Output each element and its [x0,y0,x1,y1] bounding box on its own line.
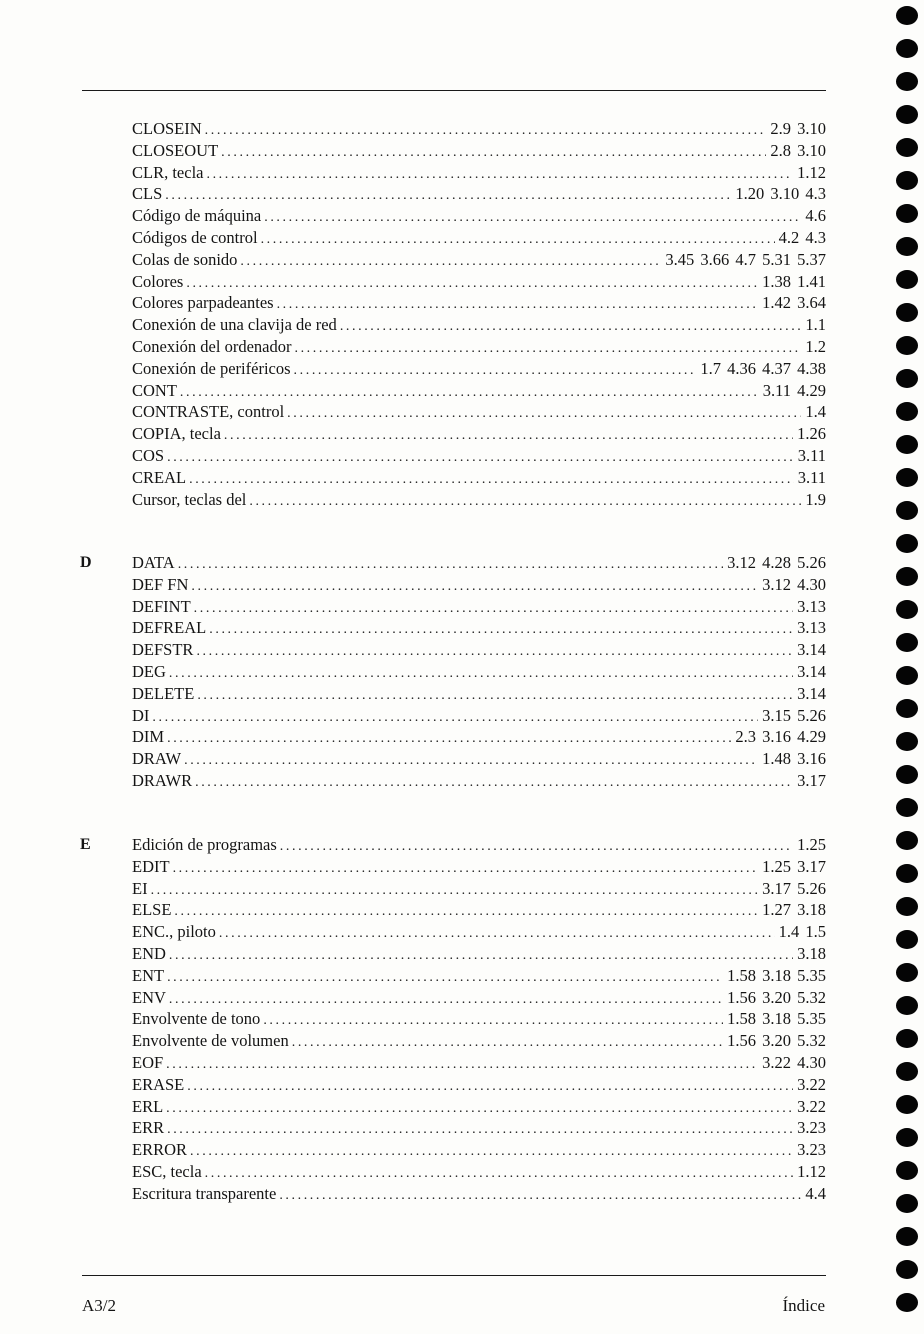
entry-pages: 1.1 [805,315,826,335]
dot-leader [167,728,731,750]
index-entry [132,921,826,943]
entry-term: Escritura transparente [132,1183,277,1203]
dot-leader [187,1076,793,1098]
dot-leader [292,1032,723,1054]
entry-term: EDIT [132,856,170,876]
dot-leader [184,750,758,772]
binder-hole [896,1161,918,1180]
entry-term: ERL [132,1096,164,1116]
binder-hole [896,798,918,817]
entry-term: CONTRASTE, control [132,402,285,422]
index-entry [132,292,826,314]
entry-pages: 3.13 [797,618,826,638]
index-entry [132,1139,826,1161]
dot-leader [169,989,723,1011]
index-entry [132,227,826,249]
entry-term: CLS [132,184,163,204]
binder-hole [896,303,918,322]
entry-pages: 1.25 [797,835,826,854]
entry-term: DEFINT [132,596,191,616]
index-entry [132,401,826,423]
index-entry [132,899,826,921]
index-entry [132,856,826,878]
binder-hole [896,864,918,883]
dot-leader [191,576,758,598]
binder-hole [896,6,918,25]
section-letter: E [80,836,91,853]
index-entry [132,639,826,661]
index-entry [132,1030,826,1052]
dot-leader [186,273,758,295]
dot-leader [206,164,793,186]
binder-hole [896,1260,918,1279]
binder-hole [896,204,918,223]
entry-term: COPIA, tecla [132,424,221,444]
index-entry [132,552,826,574]
entry-pages: 3.22 [797,1074,826,1094]
entry-term: Cursor, teclas del [132,489,247,509]
entry-term: ENC., piloto [132,922,216,942]
index-entry [132,467,826,489]
entry-pages: 1.12 [797,162,826,182]
index-entry [132,705,826,727]
index-entries [132,118,826,510]
dot-leader [197,685,793,707]
entry-term: Código de máquina [132,206,262,226]
binder-hole [896,765,918,784]
entry-pages: 3.45 3.66 4.7 5.31 5.37 [665,249,826,269]
index-entry [132,380,826,402]
binder-hole [896,270,918,289]
entry-term: ERASE [132,1074,185,1094]
entry-term: COS [132,445,165,465]
binder-hole [896,600,918,619]
dot-leader [166,1054,758,1076]
entry-pages: 1.7 4.36 4.37 4.38 [700,358,826,378]
entry-term: Edición de programas [132,835,277,854]
entry-term: CREAL [132,467,187,487]
entry-term: Códigos de control [132,227,258,247]
binder-hole [896,468,918,487]
dot-leader [167,1119,793,1141]
entry-term: DEFREAL [132,618,207,638]
dot-leader [219,923,775,945]
index-entry [132,596,826,618]
dot-leader [166,1098,793,1120]
dot-leader [190,1141,793,1163]
index-entry [132,445,826,467]
dot-leader [205,120,767,142]
entry-pages: 3.22 4.30 [762,1052,826,1072]
entry-term: CLOSEIN [132,119,202,138]
index-entry [132,683,826,705]
binder-hole [896,534,918,553]
entry-term: ERR [132,1118,165,1138]
index-entry [132,1008,826,1030]
entry-term: DRAWR [132,770,193,790]
binder-hole [896,1095,918,1114]
binder-hole [896,138,918,157]
entry-term: ENT [132,965,165,985]
binder-hole [896,402,918,421]
binder-hole [896,1227,918,1246]
entry-term: DI [132,705,150,725]
binder-hole [896,1293,918,1312]
entry-pages: 1.4 [805,402,826,422]
index-entry [132,118,826,140]
entry-pages: 4.2 4.3 [778,227,826,247]
index-entry [132,314,826,336]
dot-leader [249,491,801,513]
binder-hole [896,963,918,982]
entry-term: DEF FN [132,574,189,594]
entry-term: DATA [132,553,175,572]
entry-pages: 3.23 [797,1118,826,1138]
index-entry [132,1052,826,1074]
binder-hole [896,1062,918,1081]
entry-pages: 4.4 [805,1183,826,1203]
entry-pages: 3.14 [797,640,826,660]
dot-leader [152,707,758,729]
binder-hole [896,699,918,718]
dot-leader [277,294,759,316]
index-entry [132,1183,826,1205]
dot-leader [169,663,793,685]
footer-rule [82,1275,826,1276]
entry-term: END [132,943,166,963]
dot-leader [189,469,794,491]
binder-hole [896,1128,918,1147]
index-entry [132,661,826,683]
binder-hole [896,336,918,355]
dot-leader [279,1185,801,1207]
entry-pages: 1.26 [797,424,826,444]
index-entries [132,834,826,1205]
index-entry [132,1096,826,1118]
dot-leader [194,598,793,620]
binder-hole [896,666,918,685]
entry-pages: 1.25 3.17 [762,856,826,876]
index-entry [132,205,826,227]
entry-pages: 3.11 [797,445,826,465]
dot-leader [264,207,801,229]
index-entry [132,489,826,511]
entry-term: Conexión del ordenador [132,336,292,356]
binder-hole [896,897,918,916]
entry-pages: 1.2 [805,336,826,356]
entry-term: ERROR [132,1140,188,1160]
binder-hole [896,369,918,388]
binder-hole [896,996,918,1015]
entry-pages: 3.12 4.30 [762,574,826,594]
entry-pages: 2.9 3.10 [770,119,826,138]
entry-pages: 1.42 3.64 [762,293,826,313]
dot-leader [167,447,794,469]
index-entry [132,943,826,965]
index-entry [132,726,826,748]
index-entry [132,574,826,596]
index-entry [132,358,826,380]
entry-pages: 3.17 [797,770,826,790]
index-entry [132,1161,826,1183]
entry-pages: 4.6 [805,206,826,226]
entry-term: EOF [132,1052,164,1072]
entry-term: Conexión de una clavija de red [132,315,337,335]
index-entry [132,336,826,358]
binder-hole [896,567,918,586]
entry-pages: 1.27 3.18 [762,900,826,920]
binder-hole [896,1194,918,1213]
entry-term: DRAW [132,749,182,769]
entry-term: Envolvente de volumen [132,1031,289,1051]
dot-leader [205,1163,793,1185]
binder-hole [896,171,918,190]
entry-term: Colas de sonido [132,249,238,269]
entry-term: Colores parpadeantes [132,293,274,313]
entry-term: DELETE [132,683,195,703]
index-entry [132,183,826,205]
index-entry [132,271,826,293]
entry-pages: 3.14 [797,661,826,681]
entry-term: Conexión de periféricos [132,358,291,378]
dot-leader [294,338,801,360]
dot-leader [240,251,661,273]
dot-leader [261,229,775,251]
binder-hole [896,39,918,58]
entry-term: CLR, tecla [132,162,204,182]
entry-term: EI [132,878,148,898]
dot-leader [180,382,759,404]
dot-leader [167,967,723,989]
index-entry [132,1074,826,1096]
dot-leader [195,772,793,794]
entry-term: DEFSTR [132,640,194,660]
entry-term: Envolvente de tono [132,1009,261,1029]
dot-leader [280,836,793,858]
binder-hole [896,237,918,256]
page-number: A3/2 [82,1296,116,1315]
binder-hole [896,105,918,124]
dot-leader [169,945,793,967]
dot-leader [174,901,758,923]
page-section-title: Índice [782,1296,825,1315]
entry-pages: 2.3 3.16 4.29 [735,727,826,747]
binder-hole [896,435,918,454]
entry-pages: 2.8 3.10 [770,140,826,160]
entry-pages: 3.18 [797,943,826,963]
binder-hole [896,633,918,652]
entry-pages: 1.20 3.10 4.3 [735,184,826,204]
index-entry [132,770,826,792]
entry-term: ELSE [132,900,172,920]
dot-leader [294,360,697,382]
entry-term: CONT [132,380,177,400]
entry-pages: 1.9 [805,489,826,509]
entry-pages: 1.48 3.16 [762,749,826,769]
entry-pages: 3.14 [797,683,826,703]
binder-hole [896,501,918,520]
index-entry [132,162,826,184]
index-entry [132,834,826,856]
entry-pages: 1.56 3.20 5.32 [727,987,826,1007]
entry-term: DEG [132,661,166,681]
entry-term: ESC, tecla [132,1161,202,1181]
binder-hole [896,732,918,751]
entry-pages: 1.58 3.18 5.35 [727,965,826,985]
entry-pages: 3.11 4.29 [762,380,826,400]
index-entry [132,423,826,445]
index-entry [132,878,826,900]
binder-hole [896,72,918,91]
entry-pages: 3.17 5.26 [762,878,826,898]
index-entry [132,1117,826,1139]
entry-pages: 1.56 3.20 5.32 [727,1031,826,1051]
entry-term: DIM [132,727,165,747]
dot-leader [178,554,723,576]
index-entry [132,249,826,271]
entry-pages: 3.12 4.28 5.26 [727,553,826,572]
entry-pages: 3.23 [797,1140,826,1160]
entry-pages: 3.11 [797,467,826,487]
dot-leader [224,425,793,447]
index-entry [132,987,826,1009]
dot-leader [165,185,731,207]
header-rule [82,90,826,91]
index-entries [132,552,826,792]
binder-hole [896,831,918,850]
dot-leader [173,858,759,880]
index-entry [132,140,826,162]
dot-leader [263,1010,723,1032]
dot-leader [196,641,793,663]
index-entry [132,617,826,639]
index-entry [132,965,826,987]
entry-term: CLOSEOUT [132,140,219,160]
entry-term: ENV [132,987,166,1007]
dot-leader [340,316,802,338]
dot-leader [287,403,801,425]
dot-leader [221,142,766,164]
dot-leader [151,880,759,902]
entry-term: Colores [132,271,184,291]
entry-pages: 3.15 5.26 [762,705,826,725]
dot-leader [209,619,793,641]
entry-pages: 1.38 1.41 [762,271,826,291]
binder-holes [895,0,924,1334]
entry-pages: 3.22 [797,1096,826,1116]
entry-pages: 3.13 [797,596,826,616]
section-letter: D [80,554,92,571]
binder-hole [896,930,918,949]
entry-pages: 1.58 3.18 5.35 [727,1009,826,1029]
entry-pages: 1.12 [797,1161,826,1181]
index-entry [132,748,826,770]
binder-hole [896,1029,918,1048]
entry-pages: 1.4 1.5 [778,922,826,942]
